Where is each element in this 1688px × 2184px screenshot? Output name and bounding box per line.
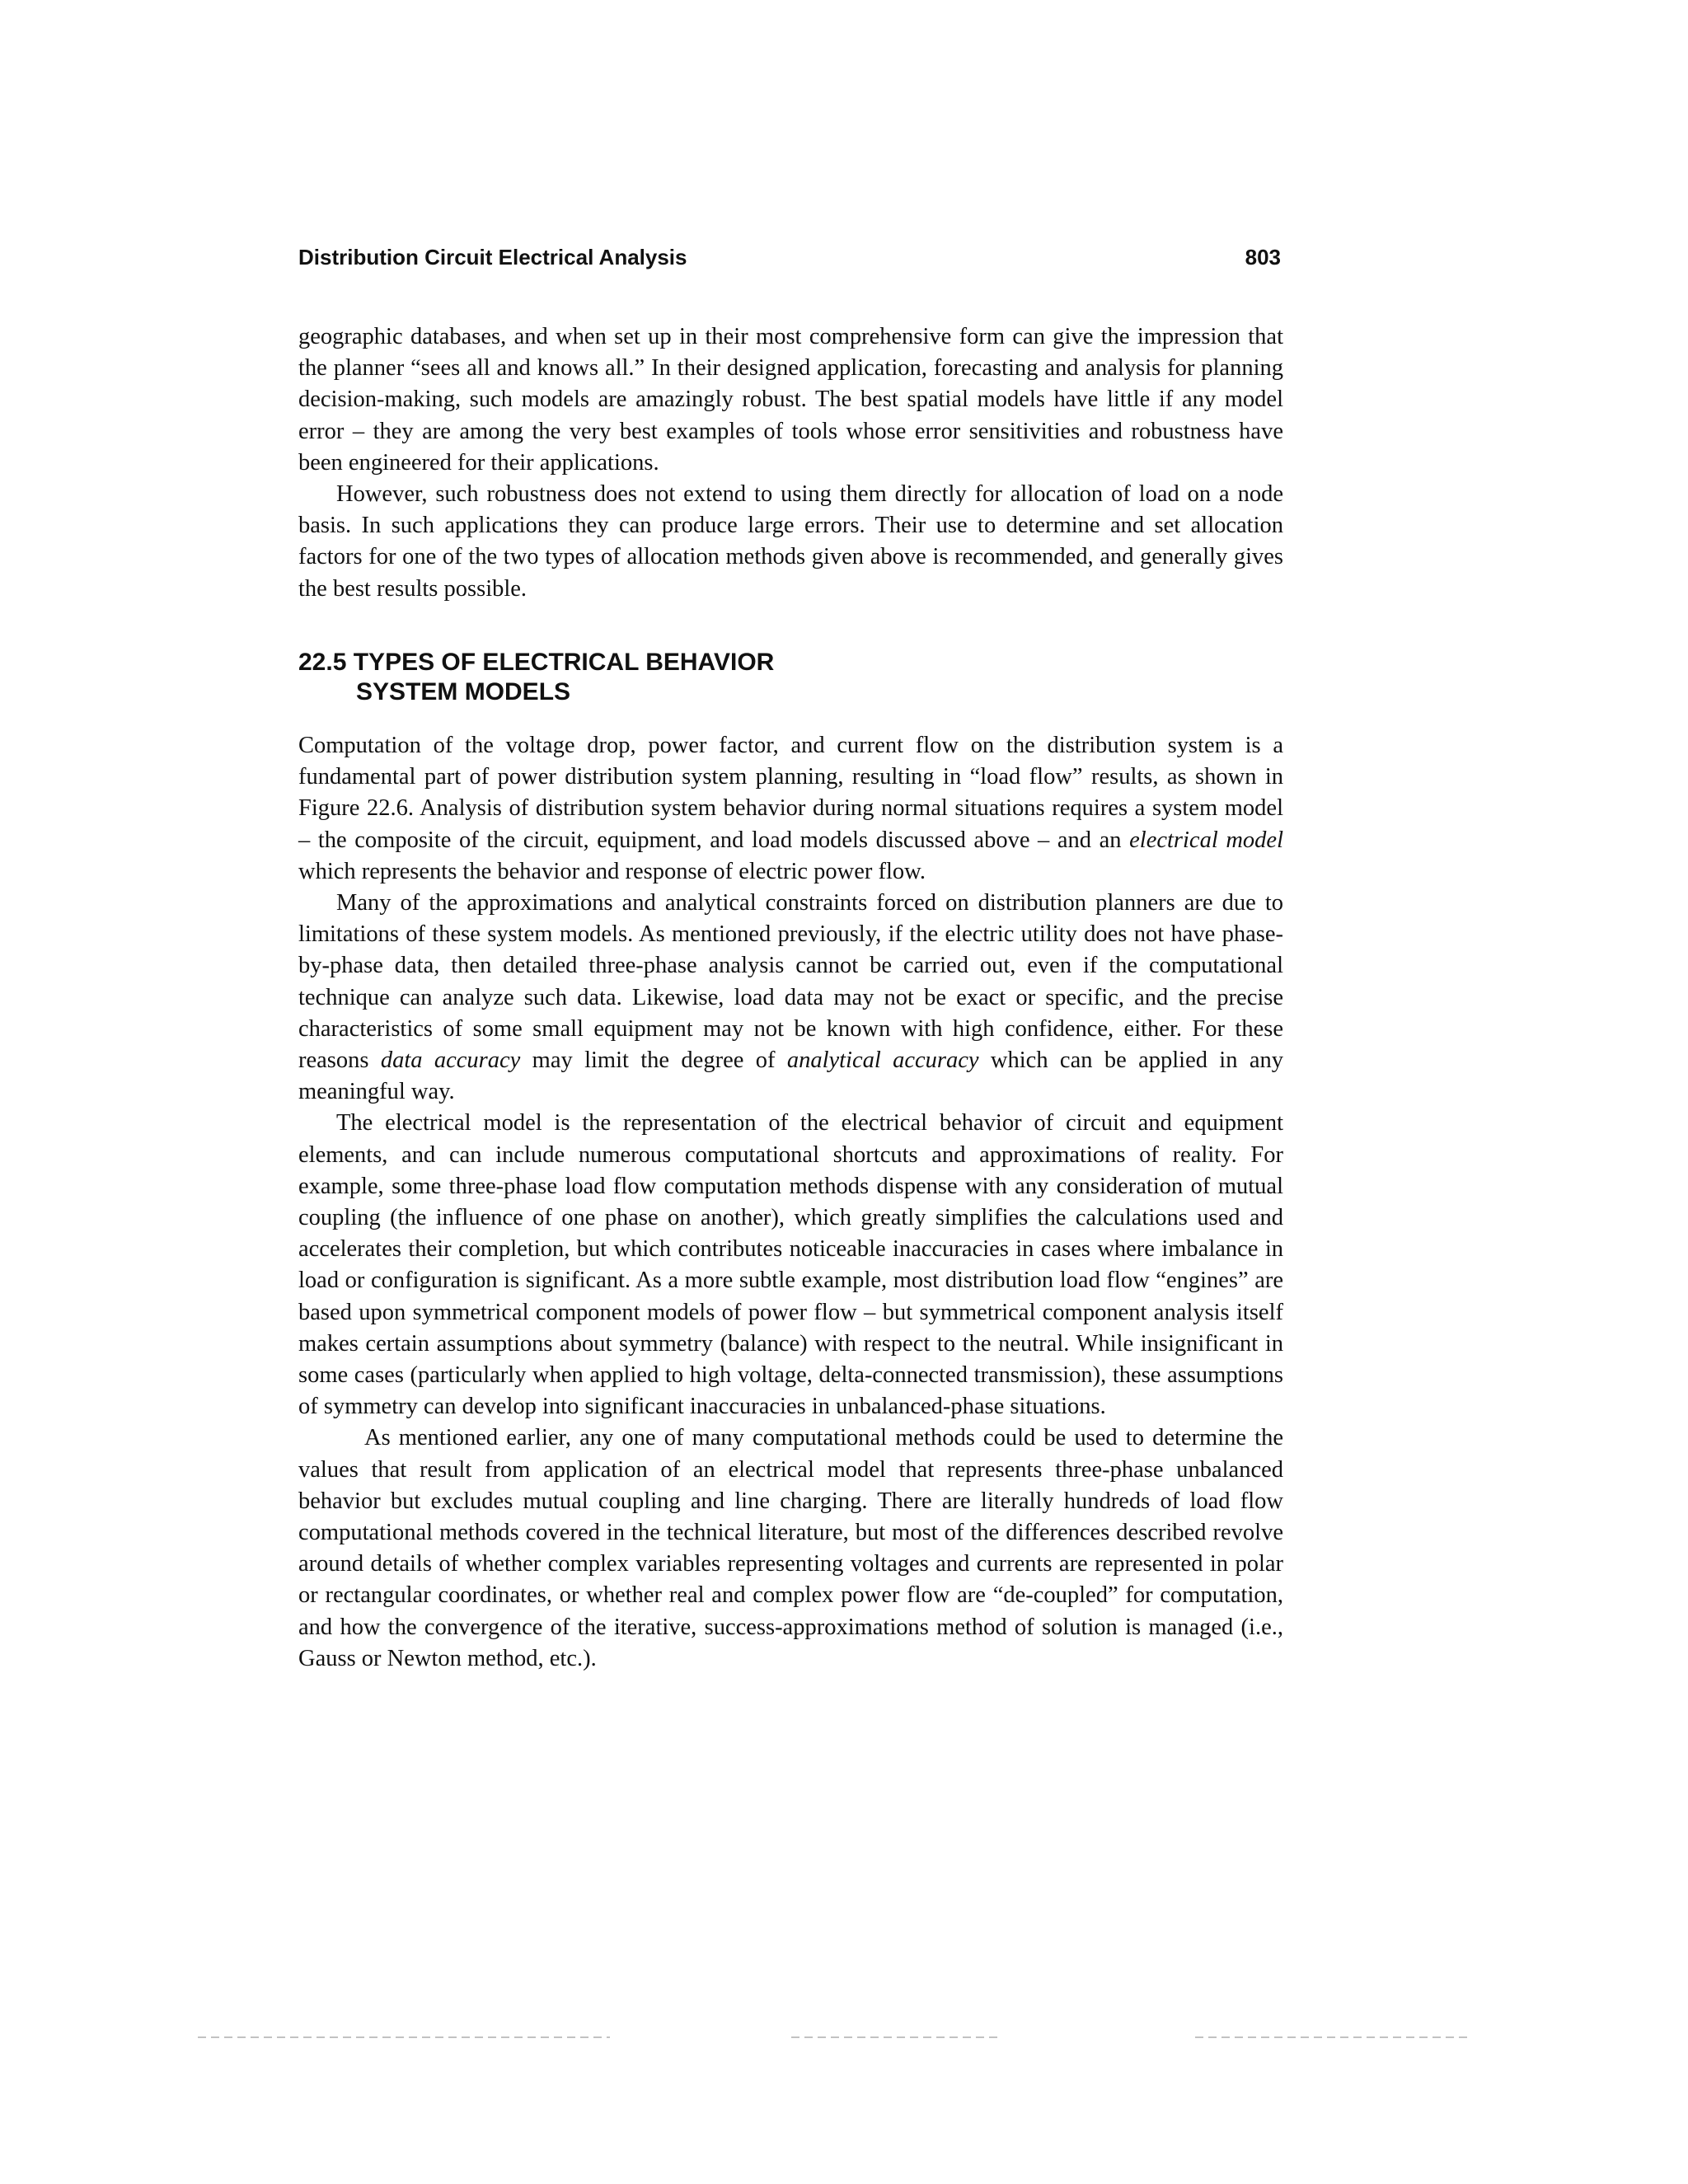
emphasis-electrical-model: electrical model xyxy=(1129,827,1283,853)
paragraph-text: which can be applied in any meaningful way. xyxy=(298,1047,1283,1105)
paragraph-robustness: However, such robustness does not extend to using them directly for allocation of load on a node basis. In such applications they can produce large errors. Their use to determine and set allocation factors for one of the two types of allocation methods given above is recommended, and generally gives the best results possible. xyxy=(298,481,1283,602)
scan-artifact-line xyxy=(791,2036,997,2038)
running-head-title: Distribution Circuit Electrical Analysis xyxy=(298,245,687,269)
running-head xyxy=(298,241,1281,274)
emphasis-data-accuracy: data accuracy xyxy=(380,1047,521,1074)
continued-text-block xyxy=(298,321,1283,605)
paragraph-text: Computation of the voltage drop, power factor, and current flow on the distribution system is a fundamental part of power distribution system planning, resulting in “load flow” results, as shown in Figure 22.6. Analysis of distribution system behavior during normal situations requires a system model – the composite of the circuit, equipment, and load models discussed above – and an xyxy=(298,733,1283,853)
paragraph-text: which represents the behavior and response of electric power flow. xyxy=(298,858,926,884)
section-number: 22.5 xyxy=(298,649,347,676)
section-heading xyxy=(298,648,1283,707)
section-title-line1: TYPES OF ELECTRICAL BEHAVIOR xyxy=(353,649,775,676)
paragraph-computational-methods: As mentioned earlier, any one of many computational methods could be used to determine the values that result from application of an electrical model that represents three-phase unbalanced behavior but excludes mutual coupling and line charging. There are literally hundreds of load flow computational methods covered in the technical literature, but most of the differences described revolve around details of whether complex variables representing voltages and currents are represented in polar or rectangular coordinates, or whether real and complex power flow are “de-coupled” for computation, and how the convergence of the iterative, success-approximations method of solution is managed (i.e., Gauss or Newton method, etc.). xyxy=(298,1425,1283,1671)
page-number: 803 xyxy=(1245,245,1281,269)
section-body xyxy=(298,730,1283,1675)
paragraph-electrical-model: The electrical model is the representation of the electrical behavior of circuit and equipment elements, and can include numerous computational shortcuts and approximations of reality. For example, some three-phase load flow computation methods dispense with any consideration of mutual coupling (the influence of one phase on another), which greatly simplifies the calculations used and accelerates their completion, but which contributes noticeable inaccuracies in cases where imbalance in load or configuration is significant. As a more subtle example, most distribution load flow “engines” are based upon symmetrical component models of power flow – but symmetrical component analysis itself makes certain assumptions about symmetry (balance) with respect to the neutral. While insignificant in some cases (particularly when applied to high voltage, delta-connected transmission), these assumptions of symmetry can develop into significant inaccuracies in unbalanced-phase situations. xyxy=(298,1110,1283,1420)
scan-artifact-line xyxy=(198,2036,610,2038)
scan-artifact-line xyxy=(1195,2036,1467,2038)
paragraph-text: Many of the approximations and analytical constraints forced on distribution planners are due to limitations of these system models. As mentioned previously, if the electric utility does not have phase-by-phase data, then detailed three-phase analysis cannot be carried out, even if the computational technique can analyze such data. Likewise, load data may not be exact or specific, and the precise characteristics of some small equipment may not be known with high confidence, either. For these reasons xyxy=(298,890,1283,1074)
paragraph-text: may limit the degree of xyxy=(520,1047,787,1074)
paragraph-computation xyxy=(298,730,1283,888)
paragraph-continued: geographic databases, and when set up in their most comprehensive form can give the impression that the planner “sees all and knows all.” In their designed application, forecasting and analysis for planning decision-making, such models are amazingly robust. The best spatial models have little if any model error – they are among the very best examples of tools whose error sensitivities and robustness have been engineered for their applications. xyxy=(298,324,1283,476)
section-title-line2: SYSTEM MODELS xyxy=(356,678,571,705)
paragraph-approximations xyxy=(298,888,1283,1108)
emphasis-analytical-accuracy: analytical accuracy xyxy=(786,1047,979,1074)
